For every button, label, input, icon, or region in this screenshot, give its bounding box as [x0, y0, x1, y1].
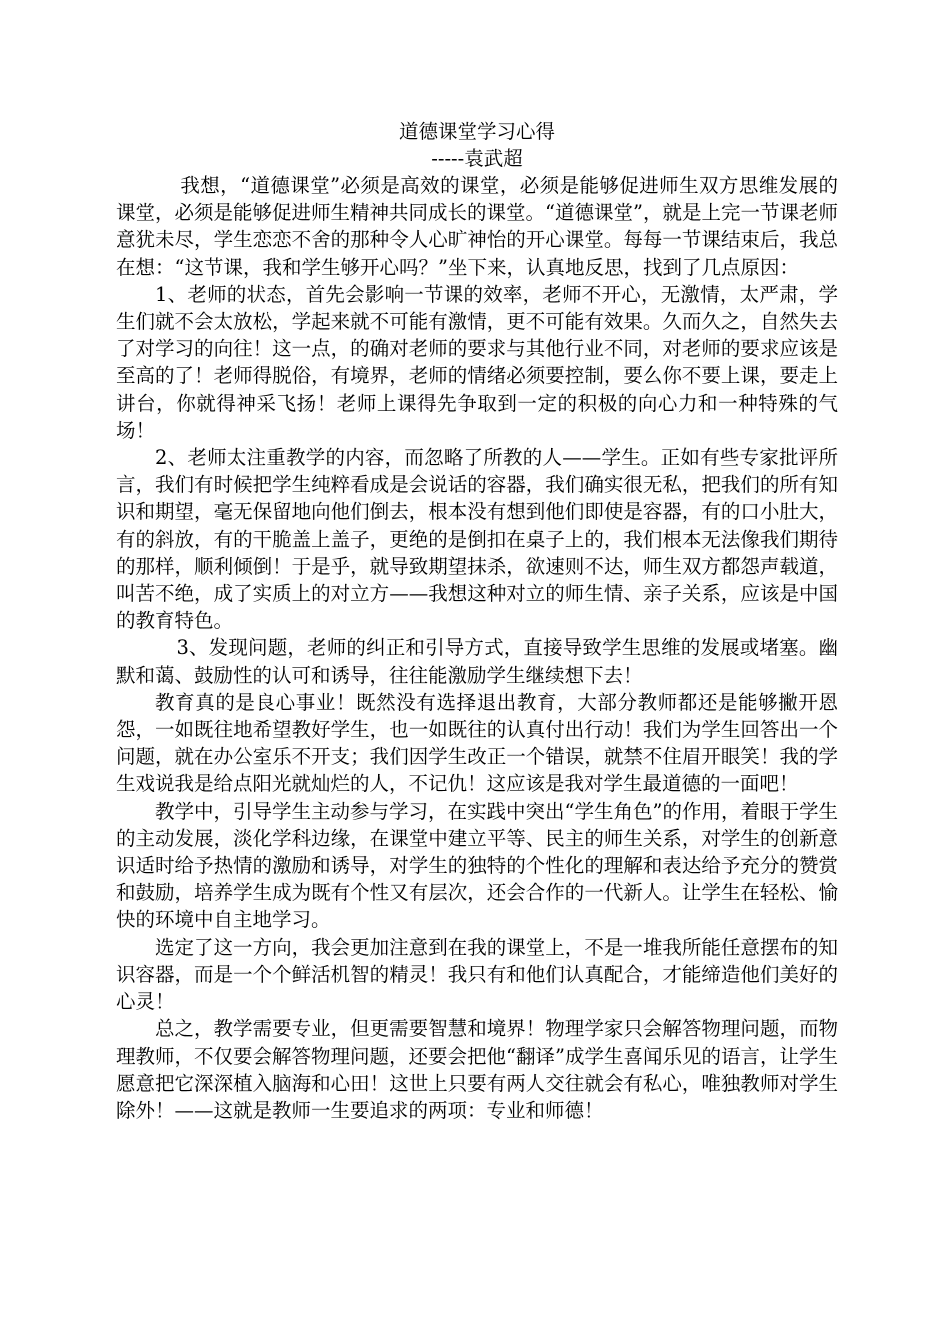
paragraph-intro: 我想，“道德课堂”必须是高效的课堂，必须是能够促进师生双方思维发展的课堂，必须是能够促进师生精神共同成长的课堂。“道德课堂”，就是上完一节课老师意犹未尽，学生恋恋不舍的那种令人心旷神怡的开心课堂。每每一节课结束后，我总在想：“这节课，我和学生够开心吗？”坐下来，认真地反思，找到了几点原因：	[116, 174, 838, 279]
paragraph-reason-3: 3、发现问题，老师的纠正和引导方式，直接导致学生思维的发展或堵塞。幽默和蔼、鼓励性的认可和诱导，往往能激励学生继续想下去！	[116, 636, 838, 687]
paragraph-reason-1: 1、老师的状态，首先会影响一节课的效率，老师不开心，无激情，太严肃，学生们就不会太放松，学起来就不可能有激情，更不可能有效果。久而久之，自然失去了对学习的向往！这一点，的确对老师的要求与其他行业不同，对老师的要求应该是至高的了！老师得脱俗，有境界，老师的情绪必须要控制，要么你不要上课，要走上讲台，你就得神采飞扬！老师上课得先争取到一定的积极的向心力和一种特殊的气场！	[116, 282, 838, 442]
document-page	[116, 118, 838, 1124]
paragraph-direction: 选定了这一方向，我会更加注意到在我的课堂上，不是一堆我所能任意摆布的知识容器，而是一个个鲜活机智的精灵！我只有和他们认真配合，才能缔造他们美好的心灵！	[116, 935, 838, 1014]
document-title: 道德课堂学习心得	[398, 120, 555, 143]
paragraph-teaching: 教学中，引导学生主动参与学习，在实践中突出“学生角色”的作用，着眼于学生的主动发展，淡化学科边缘，在课堂中建立平等、民主的师生关系，对学生的创新意识适时给予热情的激励和诱导，对学生的独特的个性化的理解和表达给予充分的赞赏和鼓励，培养学生成为既有个性又有层次，还会合作的一代新人。让学生在轻松、愉快的环境中自主地学习。	[116, 799, 838, 932]
paragraph-conscience: 教育真的是良心事业！既然没有选择退出教育，大部分教师都还是能够撇开恩怨，一如既往地希望教好学生，也一如既往的认真付出行动！我们为学生回答出一个问题，就在办公室乐不开支；我们因学生改正一个错误，就禁不住眉开眼笑！我的学生戏说我是给点阳光就灿烂的人，不记仇！这应该是我对学生最道德的一面吧！	[116, 690, 838, 796]
paragraph-reason-2: 2、老师太注重教学的内容，而忽略了所教的人——学生。正如有些专家批评所言，我们有时候把学生纯粹看成是会说话的容器，我们确实很无私，把我们的所有知识和期望，毫无保留地向他们倒去，根本没有想到他们即使是容器，有的口小肚大，有的斜放，有的干脆盖上盖子，更绝的是倒扣在桌子上的，我们根本无法像我们期待的那样，顺利倾倒！于是乎，就导致期望抹杀，欲速则不达，师生双方都怨声载道，叫苦不绝，成了实质上的对立方——我想这种对立的师生情、亲子关系，应该是中国的教育特色。	[116, 446, 838, 633]
document-author: -----袁武超	[431, 147, 523, 170]
paragraph-conclusion: 总之，教学需要专业，但更需要智慧和境界！物理学家只会解答物理问题，而物理教师，不仅要会解答物理问题，还要会把他“翻译”成学生喜闻乐见的语言，让学生愿意把它深深植入脑海和心田！这世上只要有两人交往就会有私心，唯独教师对学生除外！——这就是教师一生要追求的两项：专业和师德！	[116, 1017, 838, 1122]
